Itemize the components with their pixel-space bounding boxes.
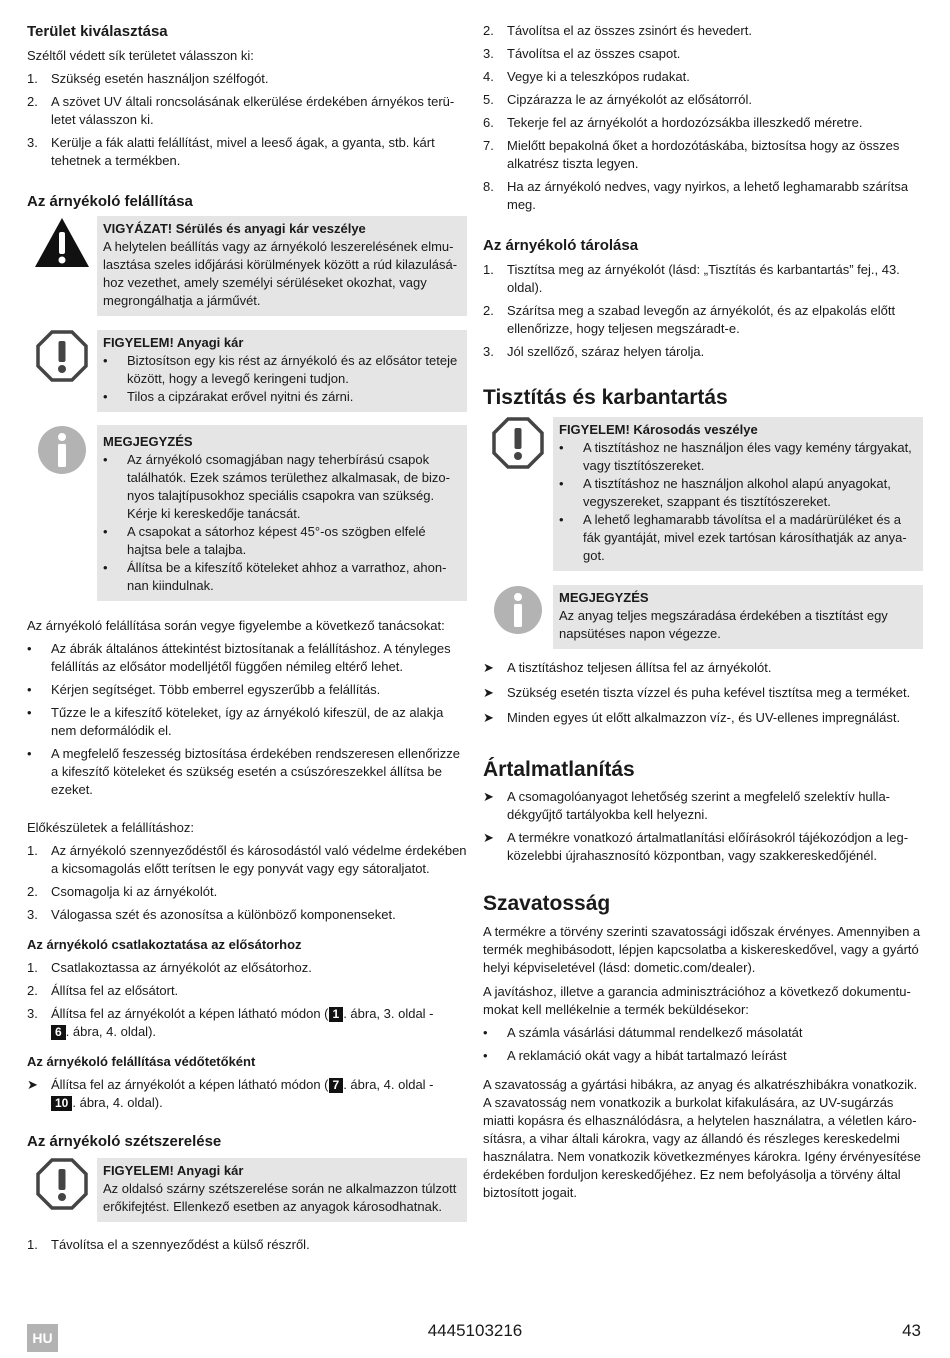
list-item [27, 704, 467, 740]
list-item [483, 91, 923, 109]
list-item-text: Állítsa fel az árnyékolót a képen látható módon ( [51, 1006, 329, 1021]
bullet: • [27, 746, 32, 761]
list-item-text: Válogassa szét és azonosítsa a különböző komponenseket. [51, 907, 396, 922]
list-item [483, 22, 923, 40]
bullet: • [27, 705, 32, 720]
list-item-text: A csomagolóanyagot lehetőség szerint a megfelelő szelektív hulladékgyűjtő tartályokba kell helyezni. [507, 789, 891, 822]
list-item-text: . ábra, 4. oldal). [65, 1024, 157, 1039]
cleaning-caution-notice [483, 417, 923, 571]
note-title: MEGJEGYZÉS [559, 590, 649, 605]
list-number: 2. [27, 884, 38, 899]
caution-octagon-icon [483, 417, 553, 469]
list-item-text: A megfelelő feszesség biztosítása érdekében rendszeresen ellenőrizze a kifeszítő köteleket és szükség esetén a csúszóreszekkel állítsa be ezeket. [51, 746, 461, 797]
list-item [27, 959, 467, 977]
disassembly-steps [483, 22, 923, 214]
caution-notice [27, 330, 467, 412]
list-item-text: Állítsa fel az elősátort. [51, 983, 179, 998]
list-item-text: A tisztításhoz teljesen állítsa fel az árnyékolót. [507, 660, 772, 675]
area-intro: Széltől védett sík területet válasszon ki: [27, 48, 254, 63]
area-list [27, 70, 467, 170]
info-icon [27, 425, 97, 475]
right-column [483, 22, 923, 1202]
note-notice [27, 425, 467, 601]
list-item-text: . ábra, 4. oldal - [343, 1077, 434, 1092]
connect-title: Az árnyékoló csatlakoztatása az elősátorhoz [27, 937, 302, 952]
caution-text: Az oldalsó szárny szétszerelése során ne alkalmazzon túlzott erőkifejtést. Ellenkező esetben az anyagok károsodhatnak. [103, 1181, 457, 1214]
figure-number: 10 [51, 1096, 72, 1111]
document-code: 4445103216 [427, 1321, 523, 1340]
language-badge: HU [27, 1324, 58, 1352]
list-number: 3. [27, 1006, 38, 1021]
list-item [27, 134, 467, 170]
caution-title: FIGYELEM! Anyagi kár [103, 335, 244, 350]
bullet: • [27, 682, 32, 697]
list-number: 2. [483, 303, 494, 318]
warranty-list [483, 1024, 923, 1065]
list-number: 1. [27, 960, 38, 975]
arrow-bullet-icon: ➤ [483, 830, 494, 845]
list-number: 3. [27, 907, 38, 922]
list-item-text: Szükség esetén használjon szélfogót. [51, 71, 269, 86]
list-item-text: A termékre vonatkozó ártalmatlanítási előírásokról tájékozódjon a legközelebbi újrahasznosító központban, vagy szakkereskedőjénél. [507, 830, 909, 863]
list-item [27, 1236, 467, 1254]
note-text: Az anyag teljes megszáradása érdekében a tisztítást egy napsütéses napon végezze. [559, 608, 888, 641]
list-item [27, 93, 467, 129]
list-item [483, 302, 923, 338]
list-number: 2. [27, 983, 38, 998]
list-item-text: Távolítsa el az összes csapot. [507, 46, 681, 61]
figure-number: 1 [329, 1007, 344, 1022]
note-box [97, 425, 467, 601]
list-item [27, 681, 467, 699]
list-item [483, 829, 923, 865]
prep-list [27, 842, 467, 924]
list-number: 3. [27, 135, 38, 150]
list-item [103, 352, 461, 388]
tips-list [27, 640, 467, 799]
list-item-text: A lehető leghamarabb távolítsa el a madárürüléket és a fák gyantáját, mivel ezek tartósan károsíthatják az anyagot. [583, 512, 907, 563]
list-item [27, 842, 467, 878]
list-item [103, 451, 461, 523]
page-number: 43 [902, 1321, 921, 1340]
arrow-bullet-icon: ➤ [483, 710, 494, 725]
caution-octagon-icon [27, 330, 97, 382]
list-number: 1. [27, 843, 38, 858]
list-item [483, 788, 923, 824]
list-item-text: Szárítsa meg a szabad levegőn az árnyékolót, és az elpakolás előtt ellenőrizze, hogy teljesen megszáradt-e. [507, 303, 896, 336]
warranty-paragraph-1: A termékre a törvény szerinti szavatossági időszak érvényes. Amennyiben a termék meghibásodott, lépjen kapcsolatba a kiskereskedővel, vagy a gyártó helyi képviseletével (lásd: dometic.com/dealer). [483, 924, 921, 975]
list-item-text: Tűzze le a kifeszítő köteleket, így az árnyékoló kifeszül, de az alakja nem deformálódik el. [51, 705, 444, 738]
arrow-bullet-icon: ➤ [27, 1077, 38, 1092]
bullet: • [103, 389, 108, 404]
list-item-text: Szükség esetén tiszta vízzel és puha kefével tisztítsa meg a terméket. [507, 685, 911, 700]
list-item-text: A reklamáció okát vagy a hibát tartalmazó leírást [507, 1048, 787, 1063]
caution-title: FIGYELEM! Anyagi kár [103, 1163, 244, 1178]
setup-title: Az árnyékoló felállítása [27, 193, 193, 210]
list-item-text: A csapokat a sátorhoz képest 45°-os szögben elfelé hajtsa bele a talajba. [127, 524, 426, 557]
warning-notice [27, 216, 467, 316]
list-item [483, 114, 923, 132]
list-item-text: Távolítsa el az összes zsinórt és hevedert. [507, 23, 752, 38]
bullet: • [483, 1025, 488, 1040]
list-item [27, 906, 467, 924]
list-item [559, 511, 917, 565]
list-item-text: Biztosítson egy kis rést az árnyékoló és az elősátor teteje között, hogy a levegő keringeni tudjon. [127, 353, 458, 386]
left-column [27, 22, 467, 1254]
list-number: 5. [483, 92, 494, 107]
list-number: 3. [483, 344, 494, 359]
caution-title: FIGYELEM! Károsodás veszélye [559, 422, 758, 437]
info-icon [483, 585, 553, 635]
list-number: 1. [27, 1237, 38, 1252]
list-item-text: Kerülje a fák alatti felállítást, mivel a leeső ágak, a gyanta, stb. kárt tehetnek a termékben. [51, 135, 435, 168]
list-item-text: A tisztításhoz ne használjon alkohol alapú anyagokat, vegyszereket, szappant és tisztítószereket. [583, 476, 891, 509]
bullet: • [103, 353, 108, 368]
tips-intro: Az árnyékoló felállítása során vegye figyelembe a következő tanácsokat: [27, 618, 445, 633]
list-number: 6. [483, 115, 494, 130]
disassembly-caution-box [97, 1158, 467, 1222]
list-number: 8. [483, 179, 494, 194]
cleaning-title: Tisztítás és karbantartás [483, 386, 728, 409]
list-item [483, 684, 923, 702]
list-item [483, 137, 923, 173]
arrow-bullet-icon: ➤ [483, 660, 494, 675]
bullet: • [483, 1048, 488, 1063]
cleaning-caution-box [553, 417, 923, 571]
caution-octagon-icon [27, 1158, 97, 1210]
list-item-text: Tekerje fel az árnyékolót a hordozózsákba illeszkedő méretre. [507, 115, 863, 130]
list-item [483, 68, 923, 86]
figure-number: 6 [51, 1025, 66, 1040]
arrow-bullet-icon: ➤ [483, 789, 494, 804]
disassembly-caution-notice [27, 1158, 467, 1222]
list-item [27, 745, 467, 799]
bullet: • [103, 452, 108, 467]
list-number: 1. [483, 262, 494, 277]
list-item [103, 388, 461, 406]
canopy-title: Az árnyékoló felállítása védőtetőként [27, 1054, 256, 1069]
cleaning-note-box [553, 585, 923, 649]
list-item-text: Vegye ki a teleszkópos rudakat. [507, 69, 690, 84]
bullet: • [103, 560, 108, 575]
list-item [103, 523, 461, 559]
list-item-text: A számla vásárlási dátummal rendelkező másolatát [507, 1025, 803, 1040]
list-number: 4. [483, 69, 494, 84]
storage-title: Az árnyékoló tárolása [483, 237, 639, 254]
list-number: 7. [483, 138, 494, 153]
warning-box [97, 216, 467, 316]
list-item [103, 559, 461, 595]
warning-text: A helytelen beállítás vagy az árnyékoló leszerelésének elmulasztása szeles időjárási körülmények között a rúd kilazulásához vezethet, amely személyi sérüléseket okozhat, vagy megrongálhatja a járművét. [103, 239, 458, 308]
cleaning-steps [483, 659, 923, 727]
list-item [559, 475, 917, 511]
list-item-text: A tisztításhoz ne használjon éles vagy kemény tárgyakat, vagy tisztítószereket. [583, 440, 912, 473]
list-item [483, 709, 923, 727]
list-item-text: Kérjen segítséget. Több emberrel egyszerűbb a felállítás. [51, 682, 381, 697]
list-number: 2. [27, 94, 38, 109]
list-item [483, 261, 923, 297]
disposal-list [483, 788, 923, 865]
list-item [27, 1005, 467, 1041]
list-item [483, 659, 923, 677]
list-item-text: . ábra, 3. oldal - [343, 1006, 434, 1021]
list-item-text: Csatlakoztassa az árnyékolót az elősátorhoz. [51, 960, 312, 975]
connect-list [27, 959, 467, 1041]
bullet: • [27, 641, 32, 656]
list-item-text: Mielőtt bepakolná őket a hordozótáskába, biztosítsa hogy az összes alkatrész tiszta legyen. [507, 138, 900, 171]
warranty-paragraph-3: A szavatosság a gyártási hibákra, az anyag és alkatrészhibákra vonatkozik. A szavatosság nem vonatkozik a burkolat kifakulására, az UV-sugárzás miatti kopásra és elhasználódásra, a helytelen használatra, a véletlen károsításra, a vihar általi károkra, vagy az állandó és részleges kereskedelmi használatra. Nem vonatkozik következményes károkra. Igény érvényesítése érdekében forduljon kereskedőjéhez. Ez nem befolyásolja a törvény által biztosított jogait. [483, 1077, 921, 1200]
bullet: • [559, 476, 564, 491]
list-item-text: Állítsa fel az árnyékolót a képen látható módon ( [51, 1077, 329, 1092]
caution-box [97, 330, 467, 412]
list-item-text: Az árnyékoló csomagjában nagy teherbírású csapok találhatók. Ezek számos területhez alkalmasak, de bizonyos talajtípusokhoz speciális csapokra van szükség. Kérje ki kereskedője tanácsát. [127, 452, 451, 521]
figure-number: 7 [329, 1078, 344, 1093]
area-title: Terület kiválasztása [27, 23, 168, 40]
list-item-text: Csomagolja ki az árnyékolót. [51, 884, 218, 899]
warning-triangle-icon [27, 216, 97, 270]
list-number: 1. [27, 71, 38, 86]
list-item-text: Tilos a cipzárakat erővel nyitni és zárni. [127, 389, 354, 404]
list-item-text: Minden egyes út előtt alkalmazzon víz-, és UV-ellenes impregnálást. [507, 710, 901, 725]
warning-title: VIGYÁZAT! Sérülés és anyagi kár veszélye [103, 221, 366, 236]
list-item [559, 439, 917, 475]
list-number: 2. [483, 23, 494, 38]
list-number: 3. [483, 46, 494, 61]
list-item [27, 883, 467, 901]
bullet: • [103, 524, 108, 539]
disassembly-title: Az árnyékoló szétszerelése [27, 1133, 222, 1150]
list-item-text: A szövet UV általi roncsolásának elkerülése érdekében árnyékos területet válasszon ki. [51, 94, 455, 127]
list-item-text: Az árnyékoló szennyeződéstől és károsodástól való védelme érdekében a kicsomagolás előtt terítsen le egy ponyvát vagy egy sátoraljatot. [51, 843, 467, 876]
list-item-text: Jól szellőző, száraz helyen tárolja. [507, 344, 705, 359]
list-item [27, 70, 467, 88]
warranty-paragraph-2: A javításhoz, illetve a garancia adminisztrációhoz a következő dokumentumokat kell mellékelnie a termék beküldésekor: [483, 984, 911, 1017]
bullet: • [559, 440, 564, 455]
list-item-text: Ha az árnyékoló nedves, vagy nyirkos, a lehető leghamarabb szárítsa meg. [507, 179, 909, 212]
disposal-title: Ártalmatlanítás [483, 758, 635, 781]
list-item [483, 1047, 923, 1065]
storage-list [483, 261, 923, 361]
bullet: • [559, 512, 564, 527]
note-title: MEGJEGYZÉS [103, 434, 193, 449]
list-item [27, 1076, 467, 1112]
list-item [483, 45, 923, 63]
list-item [483, 178, 923, 214]
list-item-text: Az ábrák általános áttekintést biztosítanak a felállításhoz. A tényleges felállítás az elősátor modelljétől függően némileg eltérő lehet. [51, 641, 451, 674]
list-item-text: Tisztítsa meg az árnyékolót (lásd: „Tisztítás és karbantartás” fej., 43. oldal). [507, 262, 900, 295]
list-item [483, 343, 923, 361]
list-item-text: . ábra, 4. oldal). [72, 1095, 163, 1110]
arrow-bullet-icon: ➤ [483, 685, 494, 700]
list-item-text: Állítsa be a kifeszítő köteleket ahhoz a varrathoz, ahonnan kiindulnak. [127, 560, 447, 593]
list-item-text: Távolítsa el a szennyeződést a külső részről. [51, 1237, 310, 1252]
cleaning-note-notice [483, 585, 923, 649]
list-item [27, 982, 467, 1000]
list-item [483, 1024, 923, 1042]
warranty-title: Szavatosság [483, 892, 611, 915]
prep-intro: Előkészületek a felállításhoz: [27, 820, 194, 835]
list-item-text: Cipzárazza le az árnyékolót az elősátorról. [507, 92, 752, 107]
list-item [27, 640, 467, 676]
